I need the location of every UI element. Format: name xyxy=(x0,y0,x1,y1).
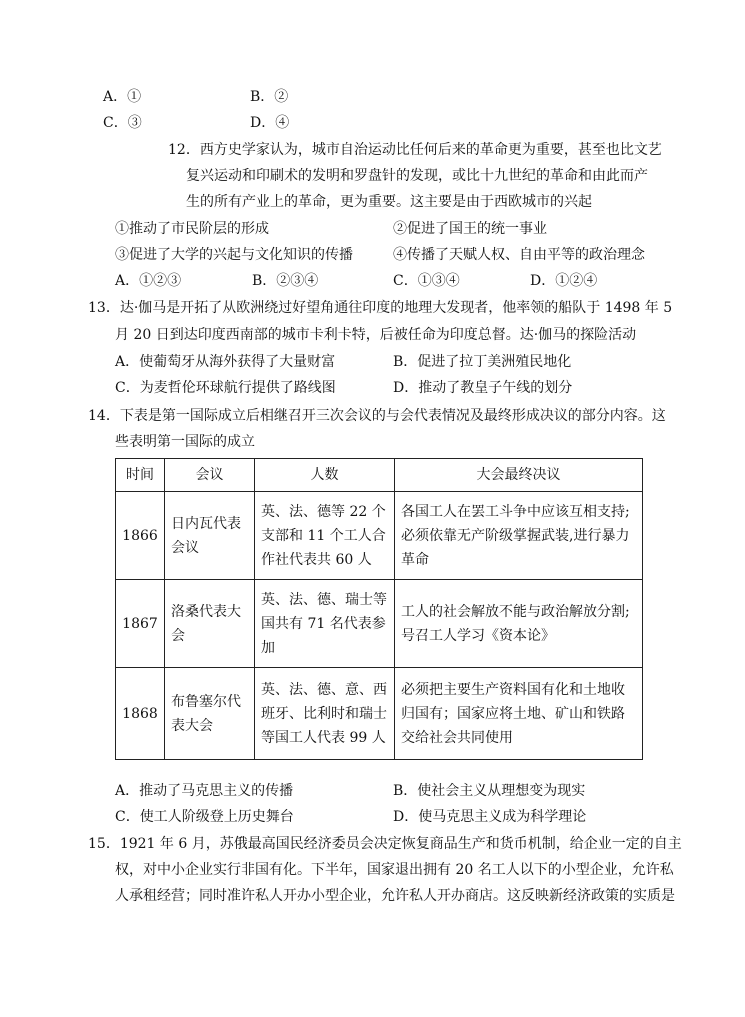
table-cell-meeting: 洛桑代表大会 xyxy=(165,580,255,668)
table-cell-people: 英、法、德、意、西班牙、比利时和瑞士等国工人代表 99 人 xyxy=(255,668,395,760)
table-cell-people: 英、法、德等 22 个支部和 11 个工人合作社代表共 60 人 xyxy=(255,492,395,580)
q12-item-2: ②促进了国王的统一事业 xyxy=(393,221,547,237)
q11-option-c: C．③ xyxy=(103,115,142,131)
q13-option-b: B．促进了拉丁美洲殖民地化 xyxy=(393,354,572,370)
q12-item-4: ④传播了天赋人权、自由平等的政治理念 xyxy=(393,247,645,263)
q14-stem-line1: 14．下表是第一国际成立后相继召开三次会议的与会代表情况及最终形成决议的部分内容。这 xyxy=(88,408,666,424)
q12-item-1: ①推动了市民阶层的形成 xyxy=(115,221,269,237)
q13-option-d: D．推动了教皇子午线的划分 xyxy=(393,380,573,396)
q15-stem-line1: 15．1921 年 6 月，苏俄最高国民经济委员会决定恢复商品生产和货币机制，给企业一定的自主 xyxy=(88,836,682,852)
table-cell-resolution: 各国工人在罢工斗争中应该互相支持;必须依靠无产阶级掌握武装,进行暴力革命 xyxy=(395,492,643,580)
table-cell-resolution: 工人的社会解放不能与政治解放分割;号召工人学习《资本论》 xyxy=(395,580,643,668)
table-cell-year: 1866 xyxy=(116,492,165,580)
q15-stem-line2: 权，对中小企业实行非国有化。下半年，国家退出拥有 20 名工人以下的小型企业，允许私 xyxy=(115,862,674,878)
q12-option-c: C．①③④ xyxy=(393,273,460,289)
q13-stem-line2: 月 20 日到达印度西南部的城市卡利卡特，后被任命为印度总督。达·伽马的探险活动 xyxy=(115,327,637,343)
table-header-cell: 时间 xyxy=(116,459,165,492)
q14-option-b: B．使社会主义从理想变为现实 xyxy=(393,783,586,799)
q14-option-a: A．推动了马克思主义的传播 xyxy=(115,783,294,799)
q15-stem-line3: 人承租经营；同时准许私人开办小型企业，允许私人开办商店。这反映新经济政策的实质是 xyxy=(115,888,675,904)
q14-stem-line2: 些表明第一国际的成立 xyxy=(115,434,255,450)
table-cell-year: 1867 xyxy=(116,580,165,668)
table-header-cell: 会议 xyxy=(165,459,255,492)
q12-option-d: D．①②④ xyxy=(530,273,598,289)
table-row xyxy=(116,492,643,580)
q12-item-3: ③促进了大学的兴起与文化知识的传播 xyxy=(115,247,353,263)
q13-stem-line1: 13．达·伽马是开拓了从欧洲绕过好望角通往印度的地理大发现者，他率领的船队于 1498 年 5 xyxy=(88,300,673,316)
table-header-cell: 大会最终决议 xyxy=(395,459,643,492)
q13-option-c: C．为麦哲伦环球航行提供了路线图 xyxy=(115,380,336,396)
table-cell-year: 1868 xyxy=(116,668,165,760)
q12-stem-line2: 复兴运动和印刷术的发明和罗盘针的发现，或比十九世纪的革命和由此而产 xyxy=(186,168,648,184)
q11-option-d: D．④ xyxy=(250,115,290,131)
table-header-row xyxy=(116,459,643,492)
table-cell-meeting: 日内瓦代表会议 xyxy=(165,492,255,580)
q12-option-a: A．①②③ xyxy=(115,273,182,289)
q12-stem-line1: 12．西方史学家认为，城市自治运动比任何后来的革命更为重要，甚至也比文艺 xyxy=(168,142,662,158)
table-cell-meeting: 布鲁塞尔代表大会 xyxy=(165,668,255,760)
q12-option-b: B．②③④ xyxy=(252,273,319,289)
q11-option-b: B．② xyxy=(250,89,289,105)
q13-option-a: A．使葡萄牙从海外获得了大量财富 xyxy=(115,354,336,370)
q12-stem-line3: 生的所有产业上的革命，更为重要。这主要是由于西欧城市的兴起 xyxy=(186,194,592,210)
first-international-table xyxy=(115,458,643,760)
table-row xyxy=(116,580,643,668)
table-cell-people: 英、法、德、瑞士等国共有 71 名代表参加 xyxy=(255,580,395,668)
q14-option-c: C．使工人阶级登上历史舞台 xyxy=(115,809,294,825)
table-header-cell: 人数 xyxy=(255,459,395,492)
q11-option-a: A．① xyxy=(103,89,142,105)
table-cell-resolution: 必须把主要生产资料国有化和土地收归国有；国家应将土地、矿山和铁路交给社会共同使用 xyxy=(395,668,643,760)
table-row xyxy=(116,668,643,760)
q14-option-d: D．使马克思主义成为科学理论 xyxy=(393,809,587,825)
